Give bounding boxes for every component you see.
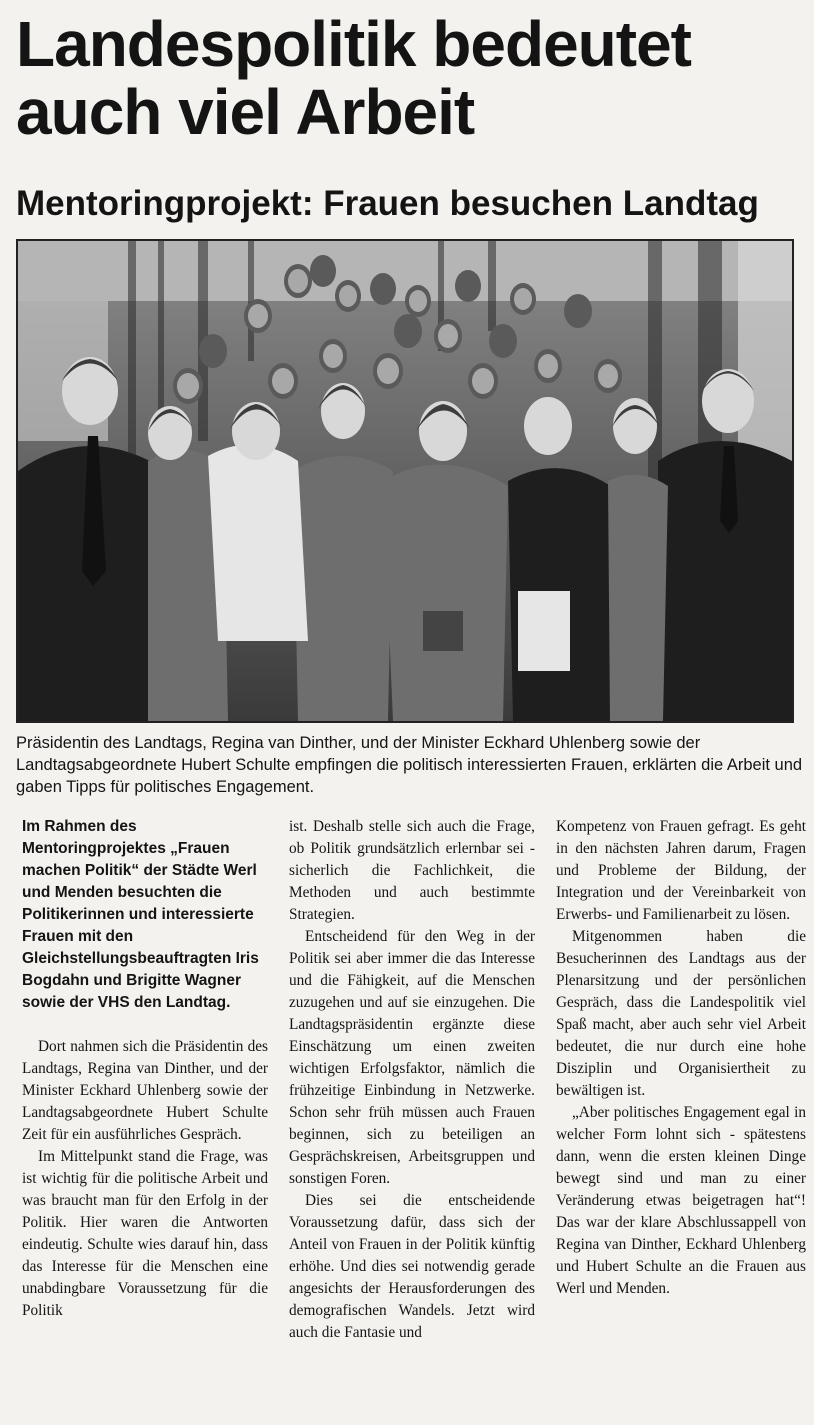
text-column-3	[556, 816, 806, 1416]
body-paragraph: Mitgenommen haben die Besucherinnen des Landtags aus der Plenarsitzung und der persönlichen Gespräch, dass die Landespolitik viel Spaß macht, aber auch sehr viel Arbeit bedeutet, die nur durch eine hohe Disziplin und Organisiertheit zu bewältigen ist.	[556, 928, 806, 1099]
body-paragraph: Dies sei die entscheidende Voraussetzung dafür, dass sich der Anteil von Frauen in der Politik künftig erhöhe. Und dies sei notwendig gerade angesichts der Herausforderungen des demografischen Wandels. Jetzt wird auch die Fantasie und	[289, 1192, 535, 1341]
photo-caption: Präsidentin des Landtags, Regina van Dinther, und der Minister Eckhard Uhlenberg sowie der Landtagsabgeordnete Hubert Schulte empfingen die politisch interessierten Frauen, erklärten die Arbeit und gaben Tipps für politisches Engagement.	[16, 734, 803, 796]
article-headline: Landespolitik bedeutet auch viel Arbeit	[16, 8, 691, 148]
body-paragraph: Im Mittelpunkt stand die Frage, was ist wichtig für die politische Arbeit und was braucht man für den Erfolg in der Politik. Hier waren die Antworten eindeutig. Schulte wies darauf hin, dass das Interesse für die Menschen eine unabdingbare Voraussetzung für die Politik	[22, 1148, 268, 1319]
body-paragraph: Kompetenz von Frauen gefragt. Es geht in den nächsten Jahren darum, Fragen und Probleme der Bildung, der Integration und der Vereinbarkeit von Erwerbs- und Familienarbeit zu lösen.	[556, 818, 806, 923]
group-photo	[16, 239, 794, 723]
body-paragraph: „Aber politisches Engagement egal in welcher Form lohnt sich - spätestens dann, wenn die ersten kleinen Dinge bewegt sind und man zu einer Veränderung etwas beigetragen hat“! Das war der klare Abschlussappell von Regina van Dinther, Eckhard Uhlenberg und Hubert Schulte an die Frauen aus Werl und Menden.	[556, 1104, 806, 1297]
article-lead: Im Rahmen des Mentoringprojektes „Frauen machen Politik“ der Städte Werl und Menden besuchten die Politikerinnen und interessierte Frauen mit den Gleichstellungsbeauftragten Iris Bogdahn und Brigitte Wagner sowie der VHS den Landtag.	[22, 818, 259, 1011]
text-column-1	[22, 816, 268, 1416]
body-paragraph: Dort nahmen sich die Präsidentin des Landtags, Regina van Dinther, und der Minister Eckhard Uhlenberg sowie der Landtagsabgeordnete Hubert Schulte Zeit für ein ausführliches Gespräch.	[22, 1038, 268, 1143]
body-paragraph: ist. Deshalb stelle sich auch die Frage, ob Politik grundsätzlich erlernbar sei - sicherlich die Fachlichkeit, die Methoden und auch bestimmte Strategien.	[289, 818, 535, 923]
body-paragraph: Entscheidend für den Weg in der Politik sei aber immer die das Interesse und die Fähigkeit, auf die Menschen zuzugehen und auf sie einzugehen. Die Landtagspräsidentin ergänzte diese Einschätzung um einen zweiten wichtigen Erfolgsfaktor, nämlich die frühzeitige Einbindung in Netzwerke. Schon sehr früh müssen auch Frauen beginnen, sich zu beteiligen an Gesprächskreisen, Arbeitsgruppen und sonstigen Foren.	[289, 928, 535, 1187]
article-subheadline: Mentoringprojekt: Frauen besuchen Landtag	[16, 184, 759, 223]
text-column-2	[289, 816, 535, 1416]
